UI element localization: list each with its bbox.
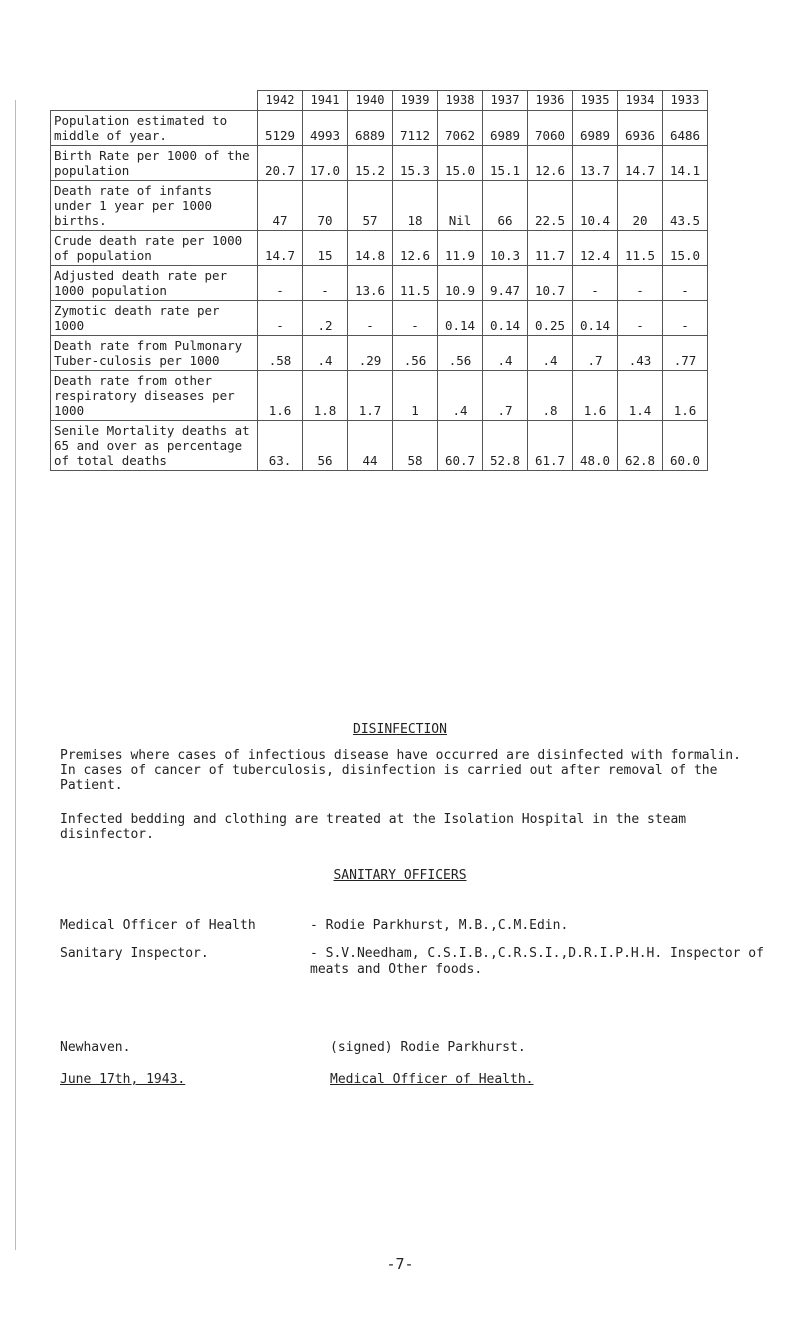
table-cell: .4 <box>303 336 348 371</box>
table-cell: 14.7 <box>618 146 663 181</box>
table-cell: 12.6 <box>528 146 573 181</box>
table-cell: 6936 <box>618 111 663 146</box>
year-header: 1937 <box>483 91 528 111</box>
table-row-respiratory-death-rate <box>51 371 708 421</box>
table-row-population <box>51 111 708 146</box>
table-cell: .77 <box>663 336 708 371</box>
year-header: 1936 <box>528 91 573 111</box>
row-label: Death rate from Pulmonary Tuber-culosis per 1000 <box>51 336 258 371</box>
table-cell: 1.6 <box>573 371 618 421</box>
footer-place: Newhaven. <box>60 1040 131 1055</box>
header-corner <box>51 91 258 111</box>
table-cell: 63. <box>258 421 303 471</box>
table-cell: 56 <box>303 421 348 471</box>
table-cell: 15.1 <box>483 146 528 181</box>
table-cell: .58 <box>258 336 303 371</box>
table-cell: .2 <box>303 301 348 336</box>
table-cell: 61.7 <box>528 421 573 471</box>
table-row-senile-mortality <box>51 421 708 471</box>
table-cell: 60.0 <box>663 421 708 471</box>
table-cell: 15.0 <box>663 231 708 266</box>
table-cell: 13.7 <box>573 146 618 181</box>
year-header: 1939 <box>393 91 438 111</box>
table-cell: - <box>303 266 348 301</box>
year-header: 1933 <box>663 91 708 111</box>
signed-line: (signed) Rodie Parkhurst. <box>330 1040 526 1055</box>
table-cell: 6889 <box>348 111 393 146</box>
table-cell: 1.6 <box>663 371 708 421</box>
table-cell: 44 <box>348 421 393 471</box>
table-cell: 66 <box>483 181 528 231</box>
table-cell: 0.14 <box>573 301 618 336</box>
table-cell: 1 <box>393 371 438 421</box>
table-cell: Nil <box>438 181 483 231</box>
table-cell: 1.8 <box>303 371 348 421</box>
table-cell: 10.3 <box>483 231 528 266</box>
table-cell: 43.5 <box>663 181 708 231</box>
page-number: -7- <box>386 1255 414 1273</box>
table-cell: 14.1 <box>663 146 708 181</box>
year-header: 1941 <box>303 91 348 111</box>
officer-row <box>60 918 780 934</box>
table-cell: 7062 <box>438 111 483 146</box>
table-cell: .4 <box>528 336 573 371</box>
table-cell: .56 <box>393 336 438 371</box>
table-row-birth-rate <box>51 146 708 181</box>
table-cell: .29 <box>348 336 393 371</box>
table-cell: 62.8 <box>618 421 663 471</box>
table-cell: 11.5 <box>618 231 663 266</box>
table-cell: - <box>258 266 303 301</box>
table-cell: 47 <box>258 181 303 231</box>
table-cell: 1.4 <box>618 371 663 421</box>
table-cell: 11.7 <box>528 231 573 266</box>
table-cell: .4 <box>483 336 528 371</box>
table-cell: 57 <box>348 181 393 231</box>
table-cell: - <box>618 266 663 301</box>
disinfection-paragraph: Premises where cases of infectious disease have occurred are disinfected with formalin. In cases of cancer of tuberculosis, disinfection is carried out after removal of the Patient. <box>60 748 741 793</box>
table-cell: 60.7 <box>438 421 483 471</box>
table-cell: 6486 <box>663 111 708 146</box>
table-cell: 1.7 <box>348 371 393 421</box>
table-cell: 10.9 <box>438 266 483 301</box>
table-row-crude-death-rate <box>51 231 708 266</box>
table-cell: 20 <box>618 181 663 231</box>
table-cell: .8 <box>528 371 573 421</box>
year-header: 1940 <box>348 91 393 111</box>
row-label: Death rate from other respiratory diseases per 1000 <box>51 371 258 421</box>
table-cell: - <box>393 301 438 336</box>
row-label: Zymotic death rate per 1000 <box>51 301 258 336</box>
table-cell: .7 <box>573 336 618 371</box>
signature-title: Medical Officer of Health. <box>330 1072 534 1087</box>
row-label: Death rate of infants under 1 year per 1000 births. <box>51 181 258 231</box>
disinfection-heading: DISINFECTION <box>353 722 447 737</box>
table-cell: 7060 <box>528 111 573 146</box>
table-row-zymotic-death-rate <box>51 301 708 336</box>
year-header: 1938 <box>438 91 483 111</box>
year-header: 1942 <box>258 91 303 111</box>
table-cell: 6989 <box>573 111 618 146</box>
table-cell: .56 <box>438 336 483 371</box>
table-cell: 15.3 <box>393 146 438 181</box>
vital-statistics-table <box>50 90 708 471</box>
bedding-paragraph: Infected bedding and clothing are treated at the Isolation Hospital in the steam disinfector. <box>60 812 687 842</box>
table-cell: 10.7 <box>528 266 573 301</box>
table-cell: 14.8 <box>348 231 393 266</box>
table-cell: 52.8 <box>483 421 528 471</box>
table-cell: 58 <box>393 421 438 471</box>
table-cell: 15.2 <box>348 146 393 181</box>
sanitary-officers-heading: SANITARY OFFICERS <box>333 868 467 883</box>
table-cell: 20.7 <box>258 146 303 181</box>
table-cell: 15.0 <box>438 146 483 181</box>
officer-role: Sanitary Inspector. <box>60 946 209 961</box>
table-cell: 0.25 <box>528 301 573 336</box>
table-cell: 15 <box>303 231 348 266</box>
row-label: Adjusted death rate per 1000 population <box>51 266 258 301</box>
table-cell: 6989 <box>483 111 528 146</box>
table-cell: 12.6 <box>393 231 438 266</box>
table-cell: 22.5 <box>528 181 573 231</box>
margin-line <box>15 100 16 1250</box>
table-cell: .4 <box>438 371 483 421</box>
table-cell: 0.14 <box>438 301 483 336</box>
footer-date: June 17th, 1943. <box>60 1072 186 1087</box>
table-cell: 70 <box>303 181 348 231</box>
table-row-infant-death-rate <box>51 181 708 231</box>
table-cell: 1.6 <box>258 371 303 421</box>
table-cell: 5129 <box>258 111 303 146</box>
table-cell: 48.0 <box>573 421 618 471</box>
table-cell: 9.47 <box>483 266 528 301</box>
table-cell: 7112 <box>393 111 438 146</box>
table-row-tuberculosis-death-rate <box>51 336 708 371</box>
table-cell: 13.6 <box>348 266 393 301</box>
table-cell: 12.4 <box>573 231 618 266</box>
table-cell: - <box>258 301 303 336</box>
row-label: Senile Mortality deaths at 65 and over as percentage of total deaths <box>51 421 258 471</box>
officer-role: Medical Officer of Health <box>60 918 256 933</box>
table-cell: .7 <box>483 371 528 421</box>
table-cell: 11.9 <box>438 231 483 266</box>
officer-name: - Rodie Parkhurst, M.B.,C.M.Edin. <box>310 918 569 933</box>
table-cell: 14.7 <box>258 231 303 266</box>
table-cell: 0.14 <box>483 301 528 336</box>
footer-signature <box>330 1040 534 1088</box>
table-cell: - <box>573 266 618 301</box>
table-cell: - <box>348 301 393 336</box>
table-cell: .43 <box>618 336 663 371</box>
footer-location-date <box>60 1040 185 1088</box>
officer-row <box>60 946 780 978</box>
table-cell: 10.4 <box>573 181 618 231</box>
year-header: 1934 <box>618 91 663 111</box>
row-label: Population estimated to middle of year. <box>51 111 258 146</box>
officer-name: - S.V.Needham, C.S.I.B.,C.R.S.I.,D.R.I.P.H.H. Inspector of meats and Other foods. <box>310 946 764 977</box>
year-header-row <box>51 91 708 111</box>
table-cell: 4993 <box>303 111 348 146</box>
row-label: Crude death rate per 1000 of population <box>51 231 258 266</box>
table-cell: - <box>663 266 708 301</box>
table-cell: 18 <box>393 181 438 231</box>
row-label: Birth Rate per 1000 of the population <box>51 146 258 181</box>
table-row-adjusted-death-rate <box>51 266 708 301</box>
year-header: 1935 <box>573 91 618 111</box>
table-cell: - <box>618 301 663 336</box>
table-cell: 17.0 <box>303 146 348 181</box>
table-cell: - <box>663 301 708 336</box>
table-cell: 11.5 <box>393 266 438 301</box>
officers-list <box>60 918 780 990</box>
